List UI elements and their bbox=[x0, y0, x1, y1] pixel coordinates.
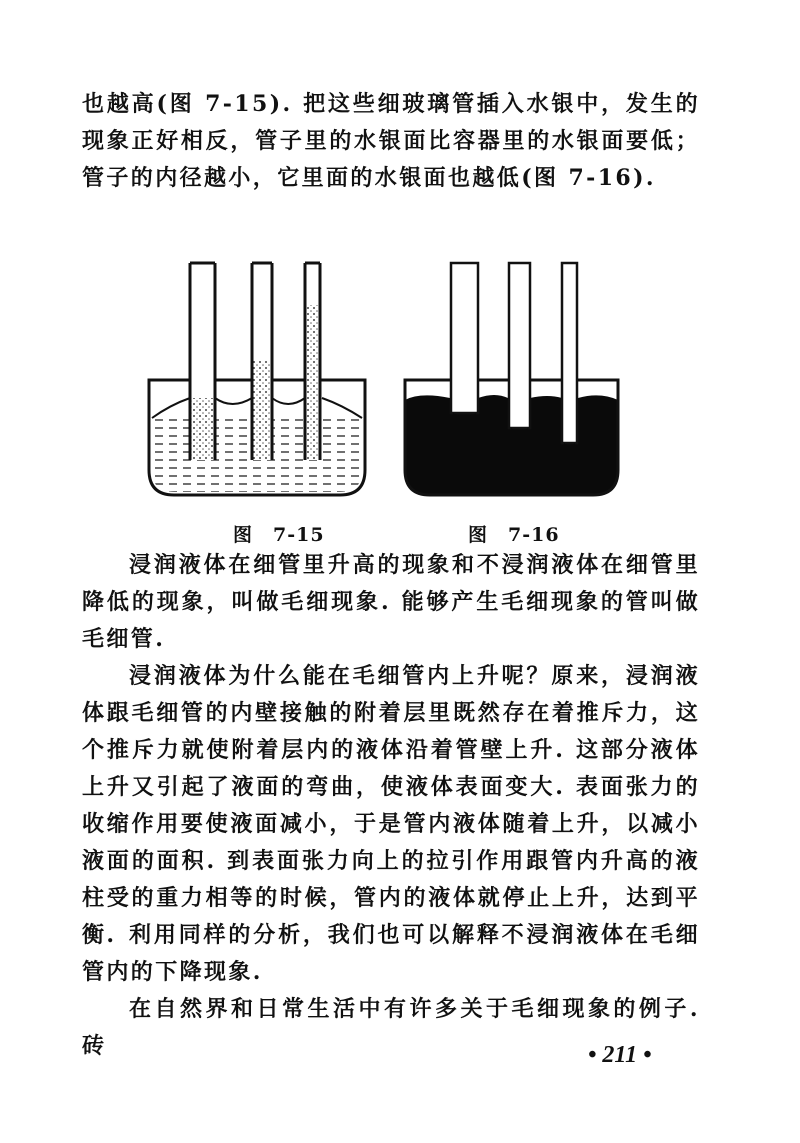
hg-tube-medium bbox=[509, 263, 530, 428]
caption-7-15: 图 7-15 bbox=[233, 524, 325, 546]
definition-text-after: . 能够产生毛细现象的管叫做毛细管. bbox=[82, 589, 701, 652]
paragraph-intro: 也越高(图 7-15). 把这些细玻璃管插入水银中，发生的现象正好相反，管子里的水银面比容器里的水银面要低；管子的内径越小，它里面的水银面也越低(图 7-16). bbox=[82, 91, 700, 191]
tube-liquid-wide bbox=[191, 398, 214, 460]
paragraph-definition bbox=[82, 547, 700, 658]
page-number: • 211 • bbox=[588, 1042, 652, 1068]
tube-liquid-medium bbox=[253, 360, 271, 460]
paragraph-examples: 在自然界和日常生活中有许多关于毛细现象的例子. 砖 bbox=[82, 996, 700, 1059]
caption-7-16: 图 7-16 bbox=[468, 524, 560, 546]
figure-7-16 bbox=[405, 263, 618, 495]
paragraph-nonwetting: 利用同样的分析，我们也可以解释不浸润液体在毛细管内的下降现象. bbox=[82, 922, 700, 985]
hg-tube-wide bbox=[451, 263, 478, 413]
figure-7-15 bbox=[149, 263, 365, 495]
paragraph-explanation: 浸润液体为什么能在毛细管内上升呢？原来，浸润液体跟毛细管的内壁接触的附着层里既然存在着推斥力，这个推斥力就使附着层内的液体沿着管壁上升. 这部分液体上升又引起了液面的弯曲，使液体表面变大. 表面张力的收缩作用要使液面减小，于是管内液体随着上升，以减小液面的面积. 到表面张力向上的拉引作用跟管内升高的液柱受的重力相等的时候，管内的液体就停止上升，达到平衡. bbox=[82, 663, 700, 948]
tube-liquid-narrow bbox=[306, 305, 319, 460]
definition-text-before: 浸润液体在细管里升高的现象和不浸润液体在细管里降低的现象，叫做 bbox=[82, 552, 700, 615]
hg-tube-narrow bbox=[562, 263, 577, 443]
term-capillary: 毛细现象 bbox=[281, 590, 381, 615]
